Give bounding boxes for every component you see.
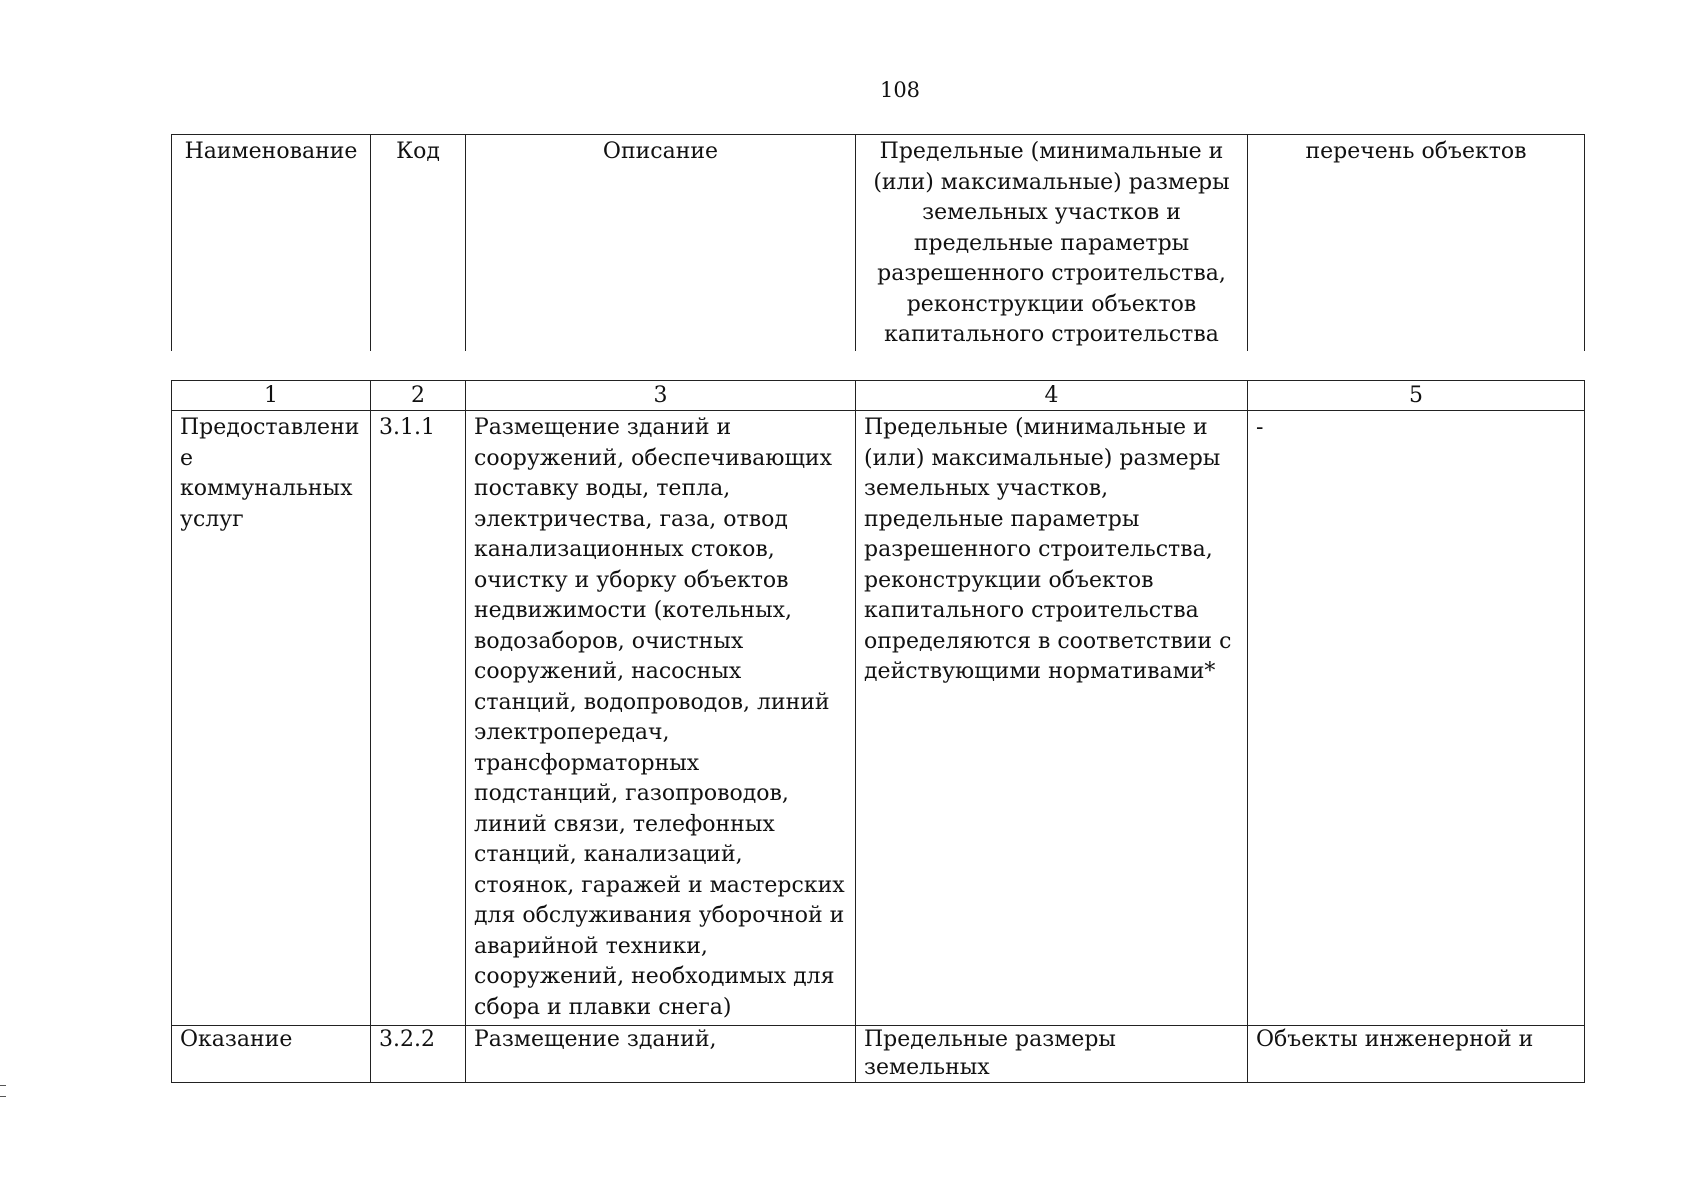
scan-margin-mark bbox=[0, 1085, 6, 1097]
cell-limits: Предельные (минимальные и (или) максимальные) размеры земельных участков, предельные параметры разрешенного строительства, реконструкции объектов капитального строительства определяются в соответствии с действующими нормативами* bbox=[856, 411, 1248, 1026]
cell-code: 3.2.2 bbox=[371, 1026, 466, 1083]
page-number: 108 bbox=[879, 78, 921, 102]
header-code: Код bbox=[371, 135, 466, 351]
cell-objects: - bbox=[1248, 411, 1585, 1026]
header-name: Наименование bbox=[172, 135, 371, 351]
cell-name bbox=[172, 411, 371, 1026]
header-objects: перечень объектов bbox=[1248, 135, 1585, 351]
column-numbering-row bbox=[172, 381, 1585, 411]
cell-name: Оказание bbox=[172, 1026, 371, 1083]
cell-code: 3.1.1 bbox=[371, 411, 466, 1026]
cell-name-text: Предоставлени е коммунальных услуг bbox=[180, 415, 360, 532]
column-number: 4 bbox=[856, 381, 1248, 411]
table-row bbox=[172, 1026, 1585, 1083]
column-number: 2 bbox=[371, 381, 466, 411]
cell-description: Размещение зданий и сооружений, обеспечивающих поставку воды, тепла, электричества, газа, отвод канализационных стоков, очистку и уборку объектов недвижимости (котельных, водозаборов, очистных сооружений, насосных станций, водопроводов, линий электропередач, трансформаторных подстанций, газопроводов, линий связи, телефонных станций, канализаций, стоянок, гаражей и мастерских для обслуживания уборочной и аварийной техники, сооружений, необходимых для сбора и плавки снега) bbox=[466, 411, 856, 1026]
header-description: Описание bbox=[466, 135, 856, 351]
table-row bbox=[172, 411, 1585, 1026]
header-row bbox=[172, 135, 1585, 351]
header-limits: Предельные (минимальные и (или) максимальные) размеры земельных участков и предельные параметры разрешенного строительства, реконструкции объектов капитального строительства bbox=[856, 135, 1248, 351]
column-number: 3 bbox=[466, 381, 856, 411]
table-header bbox=[171, 134, 1585, 351]
cell-limits: Предельные размеры земельных bbox=[856, 1026, 1248, 1083]
table-body bbox=[171, 380, 1585, 1083]
cell-description: Размещение зданий, bbox=[466, 1026, 856, 1083]
column-number: 5 bbox=[1248, 381, 1585, 411]
column-number: 1 bbox=[172, 381, 371, 411]
cell-objects: Объекты инженерной и bbox=[1248, 1026, 1585, 1083]
